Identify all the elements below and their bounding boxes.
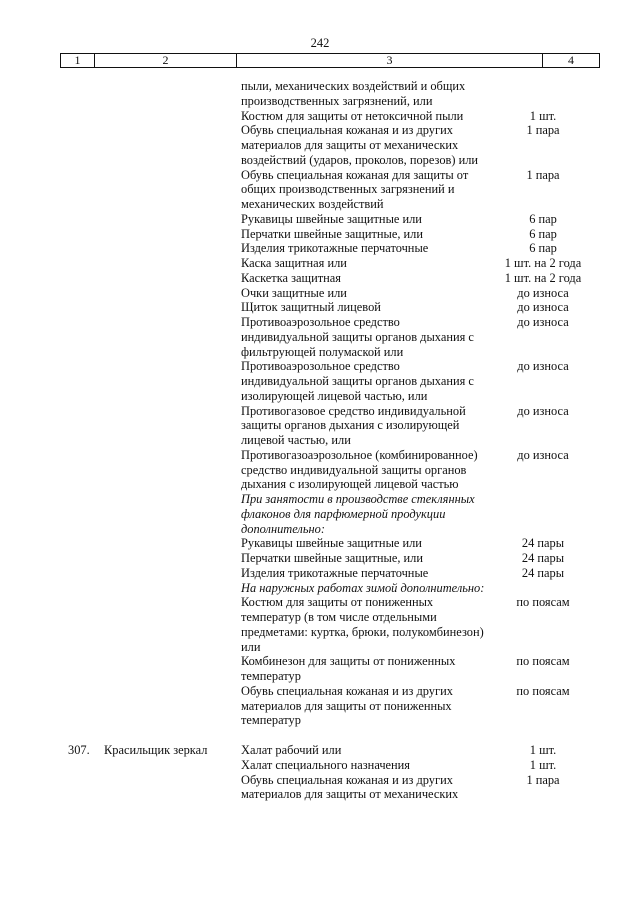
table-row bbox=[0, 212, 640, 227]
issue-norm: до износа bbox=[517, 359, 569, 374]
table-row bbox=[0, 758, 640, 773]
protective-item: Очки защитные или bbox=[241, 285, 347, 300]
table-row bbox=[0, 168, 640, 212]
table-row bbox=[0, 109, 640, 124]
table-row bbox=[0, 359, 640, 403]
table-row bbox=[0, 536, 640, 551]
table-row bbox=[0, 227, 640, 242]
column-header-1: 1 bbox=[61, 54, 95, 67]
table-row bbox=[0, 315, 640, 359]
table-row bbox=[0, 300, 640, 315]
table-row bbox=[0, 566, 640, 581]
protective-item: Противоаэрозольное средство индивидуальной защиты органов дыхания с изолирующей лицевой частью, или bbox=[241, 359, 474, 403]
row-spacer bbox=[0, 728, 640, 743]
protective-item: Обувь специальная кожаная и из других материалов для защиты от механических bbox=[241, 772, 459, 802]
issue-norm: 1 шт. на 2 года bbox=[504, 270, 582, 285]
issue-norm: до износа bbox=[517, 315, 569, 329]
table-row bbox=[0, 684, 640, 728]
protective-item: Изделия трикотажные перчаточные bbox=[241, 565, 429, 580]
protective-item: Обувь специальная кожаная и из других материалов для защиты от механических воздействий (ударов, проколов, порезов) или bbox=[241, 123, 479, 167]
protective-item: Костюм для защиты от пониженных температур (в том числе отдельными предметами: куртка, брюки, полукомбинезон) или bbox=[241, 595, 484, 654]
issue-norm: 6 пар bbox=[529, 241, 557, 256]
protective-item: При занятости в производстве стеклянных флаконов для парфюмерной продукции дополнительно: bbox=[241, 492, 475, 536]
table-row bbox=[0, 448, 640, 492]
protective-item: Халат рабочий или bbox=[241, 743, 342, 757]
protective-item: На наружных работах зимой дополнительно: bbox=[241, 580, 485, 595]
table-row bbox=[0, 492, 640, 536]
protective-item: Рукавицы швейные защитные или bbox=[241, 536, 422, 551]
table-row bbox=[0, 581, 640, 596]
issue-norm: по поясам bbox=[516, 683, 570, 698]
issue-norm: 1 шт. bbox=[529, 743, 557, 757]
protective-item: Противогазоаэрозольное (комбинированное) средство индивидуальной защиты органов дыхания с изолирующей лицевой частью bbox=[241, 447, 478, 492]
table-body bbox=[0, 79, 640, 802]
protective-item: Обувь специальная кожаная для защиты от общих производственных загрязнений и механических воздействий bbox=[241, 167, 469, 211]
issue-norm: 1 шт. bbox=[529, 108, 557, 123]
issue-norm: 1 шт. bbox=[529, 757, 557, 772]
protective-item: Противоаэрозольное средство индивидуальной защиты органов дыхания с фильтрующей полумаской или bbox=[241, 315, 474, 359]
column-header-4: 4 bbox=[568, 53, 574, 67]
table-row bbox=[0, 551, 640, 566]
protective-item: Изделия трикотажные перчаточные bbox=[241, 241, 429, 256]
table-row bbox=[0, 79, 640, 109]
protective-item: Перчатки швейные защитные, или bbox=[241, 551, 423, 565]
issue-norm: до износа bbox=[517, 300, 569, 315]
protective-item: Щиток защитный лицевой bbox=[241, 300, 381, 315]
table-row bbox=[0, 404, 640, 448]
protective-item: Комбинезон для защиты от пониженных температур bbox=[241, 654, 456, 683]
issue-norm: 1 пара bbox=[526, 167, 560, 182]
issue-norm: до износа bbox=[517, 447, 569, 462]
table-row bbox=[0, 123, 640, 167]
issue-norm: 1 пара bbox=[526, 772, 560, 787]
issue-norm: 6 пар bbox=[529, 211, 557, 226]
table-row bbox=[0, 773, 640, 803]
issue-norm: до износа bbox=[517, 403, 569, 418]
protective-item: Перчатки швейные защитные, или bbox=[241, 226, 423, 241]
protective-item: Рукавицы швейные защитные или bbox=[241, 211, 422, 226]
table-row bbox=[0, 595, 640, 654]
issue-norm: 1 шт. на 2 года bbox=[504, 256, 582, 270]
column-header-3: 3 bbox=[237, 54, 543, 67]
protective-item: пыли, механических воздействий и общих производственных загрязнений, или bbox=[241, 79, 466, 108]
protective-item: Каскетка защитная bbox=[241, 270, 341, 285]
issue-norm: по поясам bbox=[516, 654, 570, 669]
issue-norm: 24 пары bbox=[521, 536, 565, 551]
protective-item: Костюм для защиты от нетоксичной пыли bbox=[241, 108, 464, 123]
table-row bbox=[0, 654, 640, 684]
issue-norm: 1 пара bbox=[526, 123, 560, 138]
table-row bbox=[0, 256, 640, 271]
table-row bbox=[0, 286, 640, 301]
issue-norm: 24 пары bbox=[521, 565, 565, 580]
protective-item: Каска защитная или bbox=[241, 256, 347, 270]
table-row bbox=[0, 241, 640, 256]
page-number: 242 bbox=[310, 36, 330, 50]
job-title: Красильщик зеркал bbox=[104, 743, 208, 757]
column-header-row bbox=[60, 53, 600, 68]
protective-item: Халат специального назначения bbox=[241, 757, 411, 772]
issue-norm: 6 пар bbox=[529, 226, 557, 241]
issue-norm: 24 пары bbox=[521, 551, 565, 565]
table-row bbox=[0, 271, 640, 286]
protective-item: Обувь специальная кожаная и из других материалов для защиты от пониженных температур bbox=[241, 683, 453, 728]
row-number: 307. bbox=[68, 743, 90, 757]
table-row bbox=[0, 743, 640, 758]
issue-norm: до износа bbox=[517, 285, 569, 300]
issue-norm: по поясам bbox=[516, 595, 570, 610]
protective-item: Противогазовое средство индивидуальной защиты органов дыхания с изолирующей лицевой частью, или bbox=[241, 403, 466, 447]
column-header-2: 2 bbox=[95, 54, 237, 67]
